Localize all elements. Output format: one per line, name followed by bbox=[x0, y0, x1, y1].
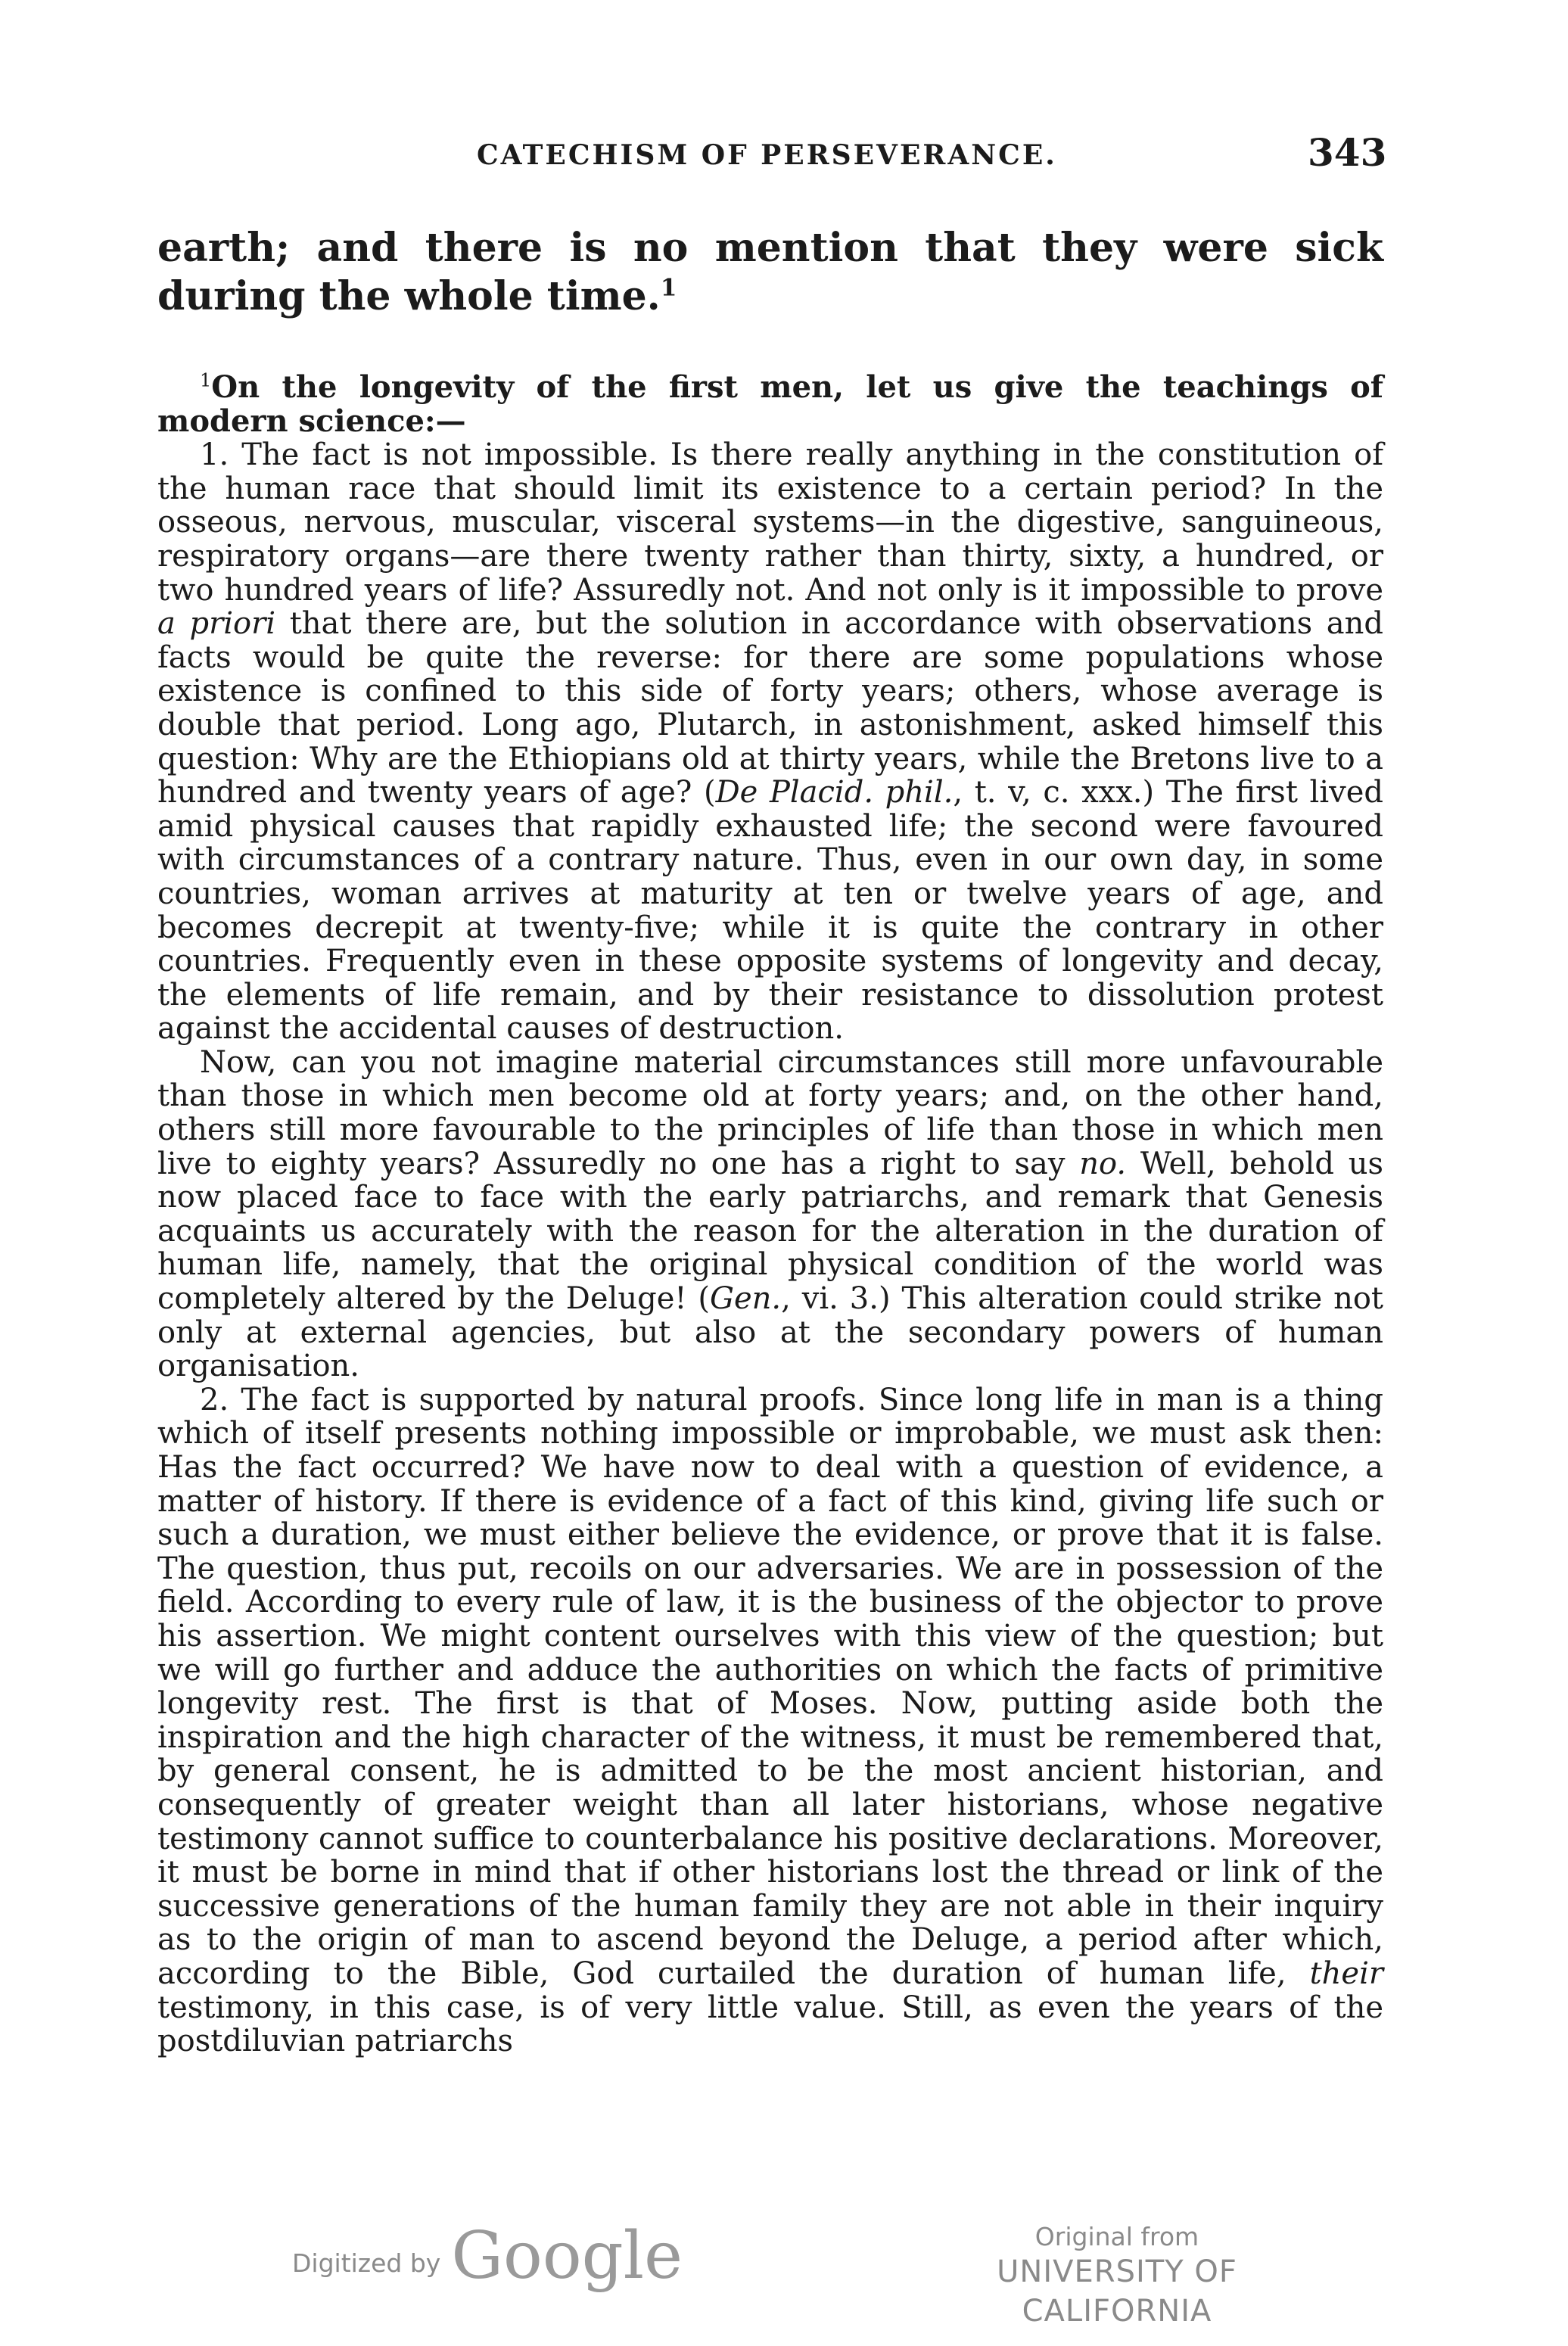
google-logo: Google bbox=[451, 2218, 683, 2294]
page-number: 343 bbox=[1308, 130, 1387, 175]
p2-text-c: This alteration could strike not only at external agencies, but also at the secondary powers of human organisation. bbox=[157, 1281, 1383, 1384]
footnote-intro bbox=[157, 371, 1383, 438]
body-paragraph bbox=[157, 224, 1383, 321]
footnote-paragraph-1 bbox=[157, 438, 1383, 1046]
original-from-label: Original from bbox=[1034, 2222, 1199, 2251]
p3-text-a: 2. The fact is supported by natural proofs. Since long life in man is a thing which of itself presents nothing impossible or improbable, we must ask then: Has the fact occurred? We have now to deal with a question of evidence, a matter of history. If there is evidence of a fact of this kind, giving life such or such a duration, we must either believe the evidence, or prove that it is false. The question, thus put, recoils on our adversaries. We are in possession of the field. According to every rule of law, it is the business of the objector to prove his assertion. We might content ourselves with this view of the question; but we will go further and adduce the authorities on which the facts of primitive longevity rest. The first is that of Moses. Now, putting aside both the inspiration and the high character of the witness, it must be remembered that, by general consent, he is admitted to be the most ancient historian, and consequently of greater weight than all later historians, whose negative testimony cannot suffice to counterbalance his positive declarations. Moreover, it must be borne in mind that if other historians lost the thread or link of the successive generations of the human family they are not able in their inquiry as to the origin of man to ascend beyond the Deluge, a period after which, according to the Bible, God curtailed the duration of human life, bbox=[157, 1382, 1383, 1991]
p1-text-b: that there are, but the solution in accordance with observations and facts would be quite the reverse: for there are some populations whose existence is confined to this side of forty years; others, whose average is double that period. Long ago, Plutarch, in astonishment, asked himself this question: Why are the Ethiopians old at thirty years, while the Bretons live to a hundred and twenty years of age? ( bbox=[157, 606, 1384, 811]
footnote-paragraph-2 bbox=[157, 1046, 1383, 1383]
digitized-label: Digitized by bbox=[292, 2248, 441, 2278]
p2-genesis: Gen. bbox=[710, 1281, 782, 1317]
original-source bbox=[905, 2222, 1329, 2331]
body-text: earth; and there is no mention that they were sick during the whole time. bbox=[157, 225, 1383, 319]
p3-their: their bbox=[1309, 1956, 1383, 1991]
footnote-paragraph-3 bbox=[157, 1383, 1383, 2058]
p2-genesis-rest: , vi. 3.) bbox=[781, 1281, 891, 1317]
p2-no: no. bbox=[1079, 1146, 1127, 1181]
footnote-intro-text: On the longevity of the first men, let us give the teachings of modern science:— bbox=[157, 369, 1383, 439]
p2-text-a: Now, can you not imagine material circumstances still more unfavourable than those in which men become old at forty years; and, on the other hand, others still more favourable to the principles of life than those in which men live to eighty years? Assuredly no one has a right to say bbox=[157, 1044, 1383, 1181]
p1-text-a: 1. The fact is not impossible. Is there really anything in the constitution of the human race that should limit its existence to a certain period? In the osseous, nervous, muscular, visceral systems—in the digestive, sanguineous, respiratory organs—are there twenty rather than thirty, sixty, a hundred, or two hundred years of life? Assuredly not. And not only is it impossible to prove bbox=[157, 437, 1383, 608]
footnote-reference: 1 bbox=[660, 274, 677, 302]
digitized-by bbox=[292, 2218, 683, 2294]
university-label: UNIVERSITY OF CALIFORNIA bbox=[997, 2254, 1237, 2329]
p1-italic: a priori bbox=[157, 606, 276, 642]
p1-text-c: The first lived amid physical causes that rapidly exhausted life; the second were favoured with circumstances of a contrary nature. Thus, even in our own day, in some countries, woman arrives at maturity at ten or twelve years of age, and becomes decrepit at twenty-five; while it is quite the contrary in other countries. Frequently even in these opposite systems of longevity and decay, the elements of life remain, and by their resistance to dissolution protest against the accidental causes of destruction. bbox=[157, 775, 1384, 1047]
footnote-marker: 1 bbox=[200, 369, 212, 391]
p3-text-b: testimony, in this case, is of very little value. Still, as even the years of the postdiluvian patriarchs bbox=[157, 1990, 1383, 2059]
running-title: CATECHISM OF PERSEVERANCE. bbox=[477, 139, 1057, 171]
footnote bbox=[157, 371, 1383, 2058]
p2-text-b: Well, behold us now placed face to face with the early patriarchs, and remark that Genesis acquaints us accurately with the reason for the alteration in the duration of human life, namely, that the original physical condition of the world was completely altered by the Deluge! ( bbox=[157, 1146, 1383, 1317]
p1-citation-rest: , t. v, c. xxx.) bbox=[953, 775, 1155, 811]
p1-citation: De Placid. phil. bbox=[715, 775, 954, 811]
